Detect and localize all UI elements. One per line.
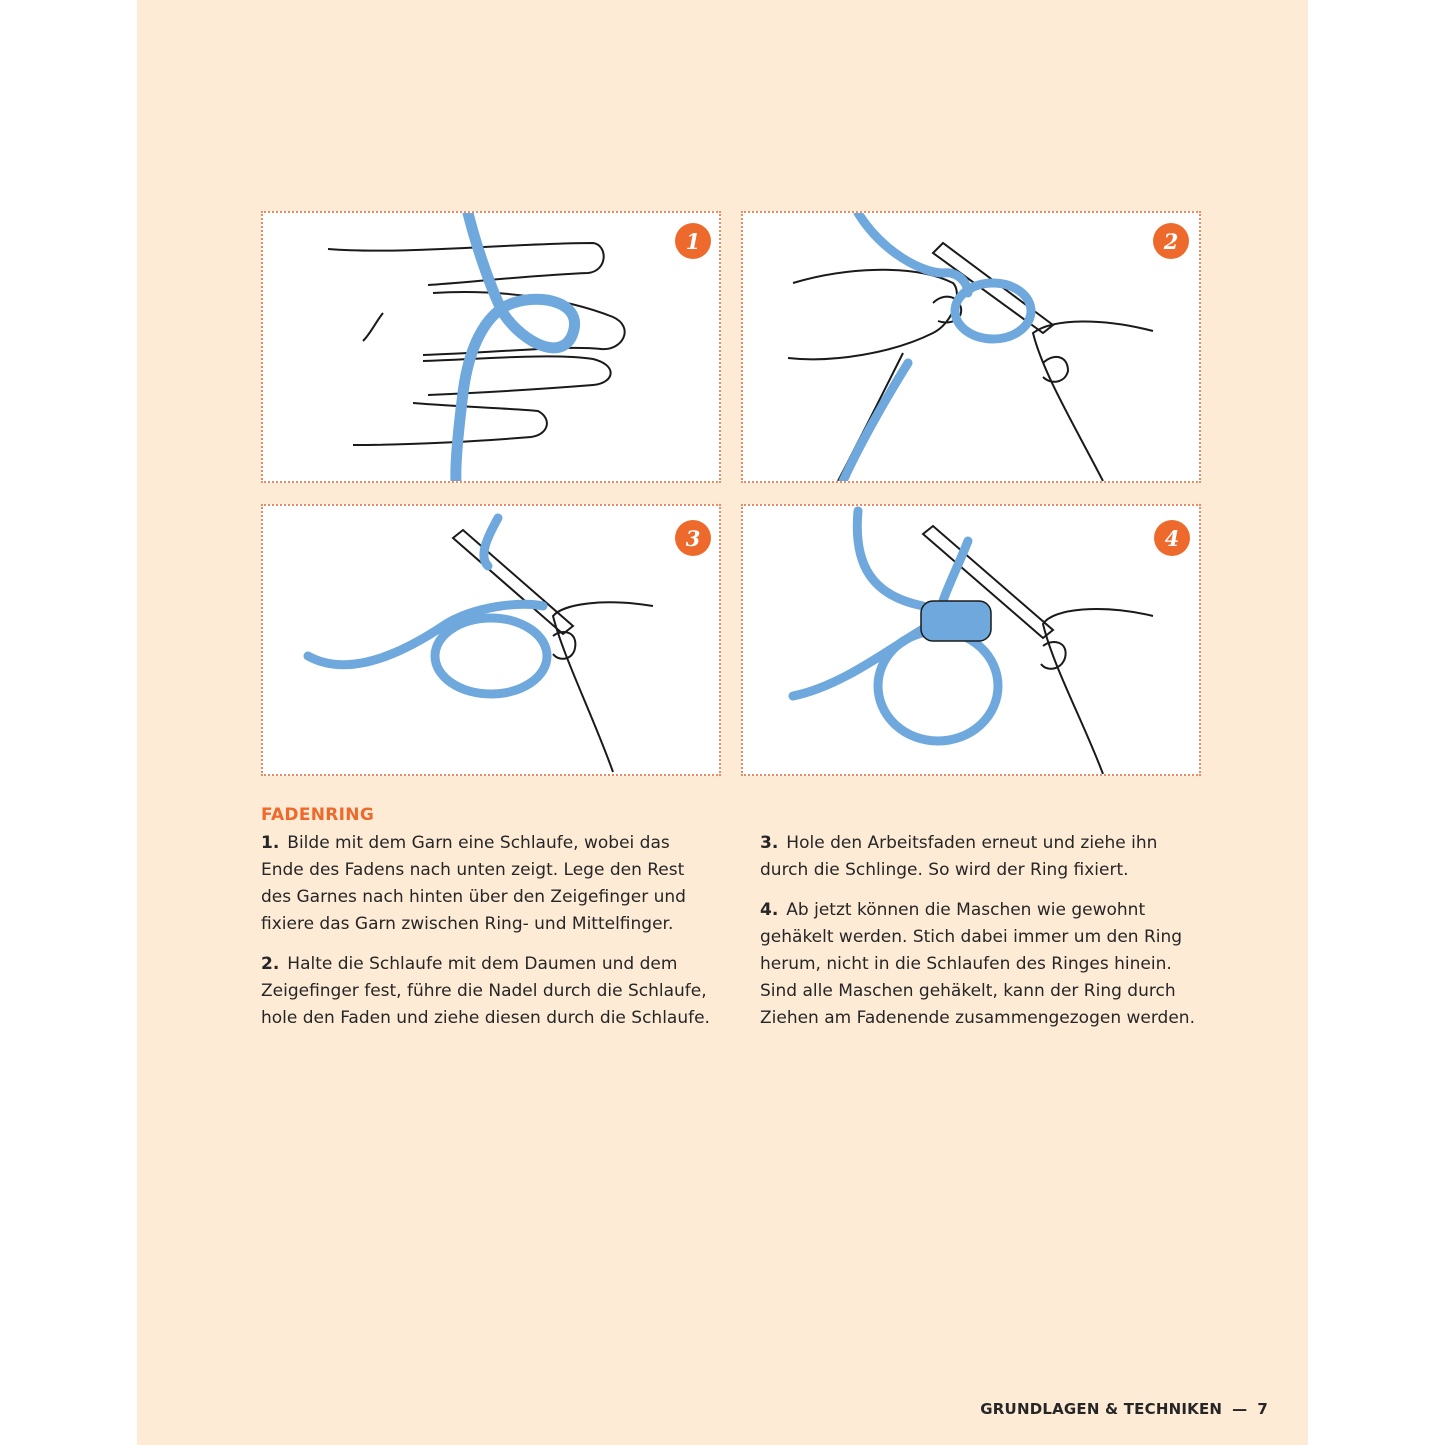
- step-badge-3: 3: [675, 520, 711, 556]
- instruction-paragraph-4: [760, 897, 1210, 1032]
- section-heading: FADENRING: [261, 805, 375, 825]
- page-footer: [980, 1400, 1268, 1418]
- hook-through-loop-illustration: [743, 213, 1201, 483]
- text-column-right: [760, 830, 1210, 1045]
- pull-yarn-through-ring-illustration: [263, 506, 721, 776]
- footer-section-title: GRUNDLAGEN & TECHNIKEN: [980, 1400, 1223, 1418]
- step-text: Ab jetzt können die Maschen wie gewohnt gehäkelt werden. Stich dabei immer um den Ring herum, nicht in die Schlaufen des Ringes hinein. Sind alle Maschen gehäkelt, kann der Ring durch Ziehen am Fadenende zusammengezogen werden.: [760, 900, 1195, 1028]
- step-number: 3.: [760, 833, 779, 853]
- step-badge-1: 1: [675, 223, 711, 259]
- instruction-paragraph-1: [261, 830, 711, 938]
- hand-yarn-loop-illustration: [263, 213, 721, 483]
- instruction-paragraph-3: [760, 830, 1210, 884]
- footer-dash: —: [1232, 1400, 1248, 1418]
- step-number: 4.: [760, 900, 779, 920]
- illustration-panel-3: [261, 504, 721, 776]
- illustration-panel-1: [261, 211, 721, 483]
- illustration-panel-4: [741, 504, 1201, 776]
- step-number: 2.: [261, 954, 280, 974]
- instruction-paragraph-2: [261, 951, 711, 1032]
- text-column-left: [261, 830, 711, 1045]
- step-text: Bilde mit dem Garn eine Schlaufe, wobei das Ende des Fadens nach unten zeigt. Lege den Rest des Garnes nach hinten über den Zeigefinger und fixiere das Garn zwischen Ring- und Mittelfinger.: [261, 833, 686, 934]
- step-number: 1.: [261, 833, 280, 853]
- step-text: Halte die Schlaufe mit dem Daumen und dem Zeigefinger fest, führe die Nadel durch die Schlaufe, hole den Faden und ziehe diesen durch die Schlaufe.: [261, 954, 710, 1028]
- stitches-around-ring-illustration: [743, 506, 1201, 776]
- page-number: 7: [1257, 1400, 1268, 1418]
- step-badge-2: 2: [1153, 223, 1189, 259]
- illustration-panel-2: [741, 211, 1201, 483]
- step-text: Hole den Arbeitsfaden erneut und ziehe ihn durch die Schlinge. So wird der Ring fixiert.: [760, 833, 1158, 880]
- step-badge-4: 4: [1154, 520, 1190, 556]
